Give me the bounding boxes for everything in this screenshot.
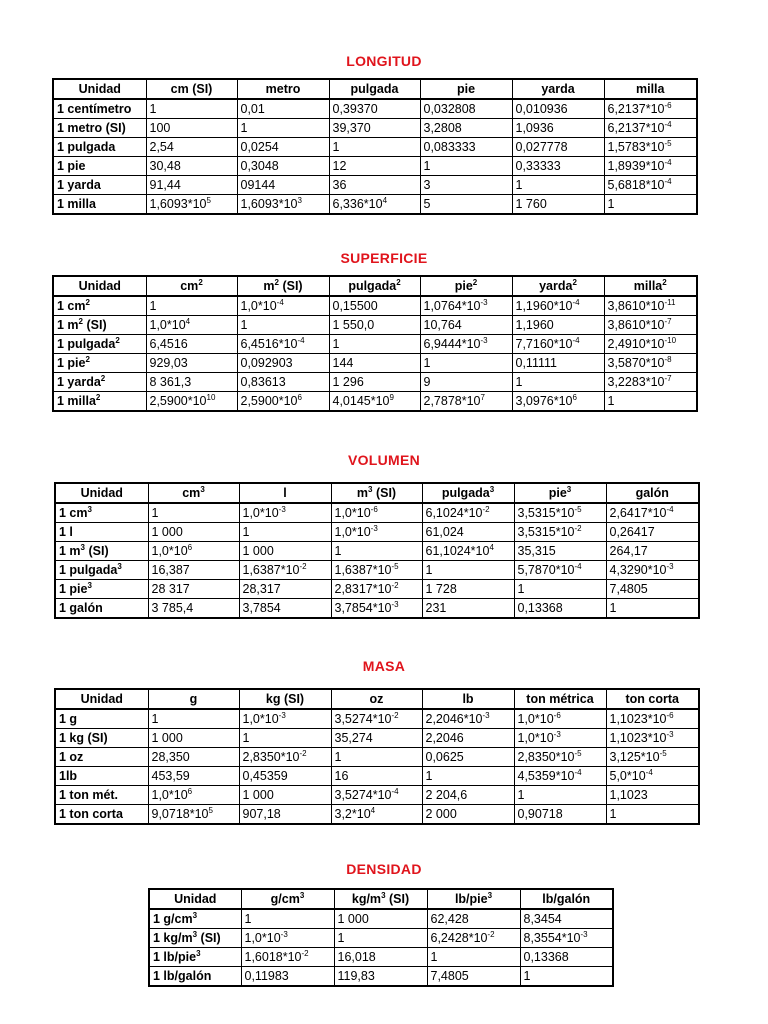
table-cell: $1,6018*10^{-2}$ bbox=[241, 948, 334, 967]
table-cell: $3,8610*10^{-11}$ bbox=[604, 296, 697, 316]
column-header: $m^3$ (SI) bbox=[331, 483, 422, 503]
row-label: 1 pulgada$^2$ bbox=[53, 335, 146, 354]
table-cell: $5,0*10^{-4}$ bbox=[606, 767, 699, 786]
table-cell: 1 bbox=[334, 929, 427, 948]
table-cell: 0,26417 bbox=[606, 523, 699, 542]
table-cell: 35,274 bbox=[331, 729, 422, 748]
row-label: 1 kg (SI) bbox=[55, 729, 148, 748]
table-cell: 3 bbox=[420, 176, 512, 195]
table-cell: $3,0976*10^6$ bbox=[512, 392, 604, 412]
row-label: 1 pie bbox=[53, 157, 146, 176]
column-header: Unidad bbox=[53, 79, 146, 99]
table-cell: 1 760 bbox=[512, 195, 604, 215]
table-cell: $5,6818*10^{-4}$ bbox=[604, 176, 697, 195]
column-header: pie$^2$ bbox=[420, 276, 512, 296]
row-label: 1 pie$^3$ bbox=[55, 580, 148, 599]
table-cell: $8,3554*10^{-3}$ bbox=[520, 929, 613, 948]
table-cell: 907,18 bbox=[239, 805, 331, 825]
table-cell: $6,2137*10^{-4}$ bbox=[604, 119, 697, 138]
column-header: g bbox=[148, 689, 239, 709]
table-row bbox=[55, 805, 699, 825]
masa-header-row bbox=[55, 689, 699, 709]
table-cell: 3,7854 bbox=[239, 599, 331, 619]
table-cell: 1 bbox=[512, 176, 604, 195]
table-cell: 0,3048 bbox=[237, 157, 329, 176]
column-header: $cm^2$ bbox=[146, 276, 237, 296]
table-cell: 1 bbox=[422, 767, 514, 786]
column-header: metro bbox=[237, 79, 329, 99]
table-cell: 1 bbox=[148, 709, 239, 729]
table-cell: 1 bbox=[427, 948, 520, 967]
longitud-table bbox=[52, 78, 698, 215]
column-header: $cm^3$ bbox=[148, 483, 239, 503]
column-header: milla bbox=[604, 79, 697, 99]
volumen-table bbox=[54, 482, 700, 619]
row-label: 1 $m^3$ (SI) bbox=[55, 542, 148, 561]
table-cell: 1,1023 bbox=[606, 786, 699, 805]
longitud-header-row bbox=[53, 79, 697, 99]
table-cell: $1,0764*10^{-3}$ bbox=[420, 296, 512, 316]
table-cell: $1,5783*10^{-5}$ bbox=[604, 138, 697, 157]
table-cell: 0,010936 bbox=[512, 99, 604, 119]
table-cell: 0,092903 bbox=[237, 354, 329, 373]
row-label: 1 galón bbox=[55, 599, 148, 619]
row-label: 1 ton mét. bbox=[55, 786, 148, 805]
table-row bbox=[53, 99, 697, 119]
table-row bbox=[55, 523, 699, 542]
densidad-table bbox=[148, 888, 614, 987]
table-cell: 1 bbox=[420, 354, 512, 373]
table-cell: 1 bbox=[604, 392, 697, 412]
table-row bbox=[149, 948, 613, 967]
table-cell: 8,3454 bbox=[520, 909, 613, 929]
table-cell: $2,7878*10^7$ bbox=[420, 392, 512, 412]
table-cell: $6,9444*10^{-3}$ bbox=[420, 335, 512, 354]
table-row bbox=[55, 786, 699, 805]
table-cell: $1,0*10^{-3}$ bbox=[239, 709, 331, 729]
table-cell: 5 bbox=[420, 195, 512, 215]
table-cell: $1,6387*10^{-2}$ bbox=[239, 561, 331, 580]
row-label: 1 milla$^2$ bbox=[53, 392, 146, 412]
row-label: 1 milla bbox=[53, 195, 146, 215]
row-label: 1 pie$^2$ bbox=[53, 354, 146, 373]
table-row bbox=[53, 157, 697, 176]
column-header: $m^2$ (SI) bbox=[237, 276, 329, 296]
table-cell: 1 bbox=[422, 561, 514, 580]
table-cell: 231 bbox=[422, 599, 514, 619]
table-cell: $2,5900*10^{10}$ bbox=[146, 392, 237, 412]
table-cell: 1 bbox=[606, 599, 699, 619]
column-header: pie bbox=[420, 79, 512, 99]
table-cell: 28,350 bbox=[148, 748, 239, 767]
row-label: 1 pulgada$^3$ bbox=[55, 561, 148, 580]
table-cell: 1 000 bbox=[148, 729, 239, 748]
volumen-header-row bbox=[55, 483, 699, 503]
table-cell: $2,8350*10^{-5}$ bbox=[514, 748, 606, 767]
table-cell: 929,03 bbox=[146, 354, 237, 373]
table-cell: 1 bbox=[331, 748, 422, 767]
table-cell: 1 bbox=[146, 296, 237, 316]
table-row bbox=[53, 392, 697, 412]
column-header: pie$^3$ bbox=[514, 483, 606, 503]
row-label: 1 lb/galón bbox=[149, 967, 241, 987]
column-header: cm (SI) bbox=[146, 79, 237, 99]
table-cell: $1,8939*10^{-4}$ bbox=[604, 157, 697, 176]
masa-table bbox=[54, 688, 700, 825]
table-cell: 264,17 bbox=[606, 542, 699, 561]
table-cell: $3,7854*10^{-3}$ bbox=[331, 599, 422, 619]
column-header: ton corta bbox=[606, 689, 699, 709]
table-cell: $4,5359*10^{-4}$ bbox=[514, 767, 606, 786]
table-cell: $2,5900*10^6$ bbox=[237, 392, 329, 412]
table-cell: 36 bbox=[329, 176, 420, 195]
row-label: 1 $cm^2$ bbox=[53, 296, 146, 316]
superficie-header-row bbox=[53, 276, 697, 296]
table-cell: 0,83613 bbox=[237, 373, 329, 392]
table-cell: $1,0*10^4$ bbox=[146, 316, 237, 335]
table-row bbox=[55, 709, 699, 729]
table-cell: 0,90718 bbox=[514, 805, 606, 825]
table-row bbox=[149, 967, 613, 987]
table-cell: $1,0*10^{-6}$ bbox=[514, 709, 606, 729]
table-row bbox=[53, 316, 697, 335]
column-header: lb bbox=[422, 689, 514, 709]
table-cell: 28 317 bbox=[148, 580, 239, 599]
table-cell: $61,1024*10^4$ bbox=[422, 542, 514, 561]
table-cell: 2 204,6 bbox=[422, 786, 514, 805]
table-cell: 1 728 bbox=[422, 580, 514, 599]
table-cell: $6,1024*10^{-2}$ bbox=[422, 503, 514, 523]
table-cell: 8 361,3 bbox=[146, 373, 237, 392]
column-header: lb/galón bbox=[520, 889, 613, 909]
column-header: Unidad bbox=[149, 889, 241, 909]
table-cell: 0,01 bbox=[237, 99, 329, 119]
table-cell: 6,4516 bbox=[146, 335, 237, 354]
table-cell: 453,59 bbox=[148, 767, 239, 786]
table-cell: 1 000 bbox=[239, 786, 331, 805]
table-row bbox=[55, 580, 699, 599]
table-cell: 1 bbox=[606, 805, 699, 825]
column-header: Unidad bbox=[53, 276, 146, 296]
table-cell: 1 550,0 bbox=[329, 316, 420, 335]
row-label: 1 ton corta bbox=[55, 805, 148, 825]
table-cell: 16,387 bbox=[148, 561, 239, 580]
table-row bbox=[55, 729, 699, 748]
table-cell: 7,4805 bbox=[427, 967, 520, 987]
superficie-title: SUPERFICIE bbox=[340, 250, 428, 266]
column-header: milla$^2$ bbox=[604, 276, 697, 296]
table-cell: 62,428 bbox=[427, 909, 520, 929]
table-row bbox=[53, 176, 697, 195]
table-cell: $2,8317*10^{-2}$ bbox=[331, 580, 422, 599]
table-cell: $1,0*10^6$ bbox=[148, 542, 239, 561]
table-cell: 28,317 bbox=[239, 580, 331, 599]
superficie-table bbox=[52, 275, 698, 412]
table-cell: 7,4805 bbox=[606, 580, 699, 599]
table-row bbox=[149, 929, 613, 948]
column-header: yarda$^2$ bbox=[512, 276, 604, 296]
table-cell: 3 785,4 bbox=[148, 599, 239, 619]
column-header: oz bbox=[331, 689, 422, 709]
table-cell: $3,5870*10^{-8}$ bbox=[604, 354, 697, 373]
row-label: 1 oz bbox=[55, 748, 148, 767]
table-cell: 12 bbox=[329, 157, 420, 176]
table-row bbox=[55, 767, 699, 786]
table-cell: $3,5274*10^{-4}$ bbox=[331, 786, 422, 805]
table-cell: 1 bbox=[514, 786, 606, 805]
table-cell: 1 bbox=[237, 119, 329, 138]
table-cell: 2 000 bbox=[422, 805, 514, 825]
row-label: 1 yarda bbox=[53, 176, 146, 195]
table-cell: 1 bbox=[237, 316, 329, 335]
densidad-header-row bbox=[149, 889, 613, 909]
table-cell: 61,024 bbox=[422, 523, 514, 542]
longitud-title: LONGITUD bbox=[346, 53, 422, 69]
table-cell: 0,083333 bbox=[420, 138, 512, 157]
table-cell: $1,0*10^{-6}$ bbox=[331, 503, 422, 523]
row-label: 1lb bbox=[55, 767, 148, 786]
table-cell: $6,2137*10^{-6}$ bbox=[604, 99, 697, 119]
table-cell: 1 bbox=[239, 523, 331, 542]
row-label: 1 pulgada bbox=[53, 138, 146, 157]
table-cell: $2,4910*10^{-10}$ bbox=[604, 335, 697, 354]
table-cell: 1 000 bbox=[148, 523, 239, 542]
column-header: pulgada$^2$ bbox=[329, 276, 420, 296]
table-cell: 35,315 bbox=[514, 542, 606, 561]
table-row bbox=[55, 748, 699, 767]
table-cell: $3,5315*10^{-2}$ bbox=[514, 523, 606, 542]
table-cell: $3,8610*10^{-7}$ bbox=[604, 316, 697, 335]
table-cell: 0,11111 bbox=[512, 354, 604, 373]
table-cell: $3,2283*10^{-7}$ bbox=[604, 373, 697, 392]
table-cell: 0,0254 bbox=[237, 138, 329, 157]
table-cell: $1,1960*10^{-4}$ bbox=[512, 296, 604, 316]
column-header: ton métrica bbox=[514, 689, 606, 709]
table-cell: $3,2*10^4$ bbox=[331, 805, 422, 825]
table-cell: 1 bbox=[329, 335, 420, 354]
table-cell: 0,33333 bbox=[512, 157, 604, 176]
table-cell: $6,4516*10^{-4}$ bbox=[237, 335, 329, 354]
column-header: pulgada bbox=[329, 79, 420, 99]
column-header: Unidad bbox=[55, 483, 148, 503]
table-cell: 1,0936 bbox=[512, 119, 604, 138]
volumen-title: VOLUMEN bbox=[347, 452, 421, 468]
table-cell: 1 bbox=[331, 542, 422, 561]
column-header: yarda bbox=[512, 79, 604, 99]
table-cell: 1 bbox=[239, 729, 331, 748]
table-cell: 0,39370 bbox=[329, 99, 420, 119]
table-cell: $1,6093*10^3$ bbox=[237, 195, 329, 215]
row-label: 1 centímetro bbox=[53, 99, 146, 119]
table-cell: 1,1960 bbox=[512, 316, 604, 335]
table-row bbox=[55, 561, 699, 580]
table-cell: $4,3290*10^{-3}$ bbox=[606, 561, 699, 580]
table-cell: 1 bbox=[512, 373, 604, 392]
row-label: 1 $m^2$ (SI) bbox=[53, 316, 146, 335]
table-row bbox=[53, 296, 697, 316]
table-cell: $1,1023*10^{-6}$ bbox=[606, 709, 699, 729]
row-label: 1 lb/pie$^3$ bbox=[149, 948, 241, 967]
column-header: $g/cm^3$ bbox=[241, 889, 334, 909]
table-cell: 2,54 bbox=[146, 138, 237, 157]
table-cell: $3,125*10^{-5}$ bbox=[606, 748, 699, 767]
row-label: 1 yarda$^2$ bbox=[53, 373, 146, 392]
table-cell: $6,2428*10^{-2}$ bbox=[427, 929, 520, 948]
table-cell: 1 000 bbox=[334, 909, 427, 929]
table-cell: 1 bbox=[520, 967, 613, 987]
column-header: galón bbox=[606, 483, 699, 503]
table-cell: 09144 bbox=[237, 176, 329, 195]
table-cell: $2,2046*10^{-3}$ bbox=[422, 709, 514, 729]
table-cell: 1 bbox=[604, 195, 697, 215]
row-label: 1 g bbox=[55, 709, 148, 729]
table-cell: 3,2808 bbox=[420, 119, 512, 138]
table-cell: $1,6387*10^{-5}$ bbox=[331, 561, 422, 580]
table-cell: 1 000 bbox=[239, 542, 331, 561]
column-header: l bbox=[239, 483, 331, 503]
table-cell: 1 bbox=[514, 580, 606, 599]
column-header: lb/pie$^3$ bbox=[427, 889, 520, 909]
table-cell: 0,0625 bbox=[422, 748, 514, 767]
row-label: 1 $g/cm^3$ bbox=[149, 909, 241, 929]
table-cell: $1,0*10^{-3}$ bbox=[239, 503, 331, 523]
table-cell: $1,1023*10^{-3}$ bbox=[606, 729, 699, 748]
table-row bbox=[53, 373, 697, 392]
table-cell: 9 bbox=[420, 373, 512, 392]
table-cell: 10,764 bbox=[420, 316, 512, 335]
table-row bbox=[53, 119, 697, 138]
table-cell: 0,13368 bbox=[520, 948, 613, 967]
table-cell: 39,370 bbox=[329, 119, 420, 138]
table-row bbox=[53, 138, 697, 157]
table-row bbox=[53, 335, 697, 354]
table-cell: $5,7870*10^{-4}$ bbox=[514, 561, 606, 580]
table-cell: $6,336*10^4$ bbox=[329, 195, 420, 215]
table-cell: 91,44 bbox=[146, 176, 237, 195]
table-cell: 0,11983 bbox=[241, 967, 334, 987]
row-label: 1 $kg/m^3$ (SI) bbox=[149, 929, 241, 948]
table-cell: $1,6093*10^5$ bbox=[146, 195, 237, 215]
column-header: Unidad bbox=[55, 689, 148, 709]
table-cell: 30,48 bbox=[146, 157, 237, 176]
table-cell: $1,0*10^6$ bbox=[148, 786, 239, 805]
column-header: pulgada$^3$ bbox=[422, 483, 514, 503]
table-row bbox=[55, 503, 699, 523]
table-cell: 2,2046 bbox=[422, 729, 514, 748]
table-cell: 1 296 bbox=[329, 373, 420, 392]
row-label: 1 l bbox=[55, 523, 148, 542]
table-cell: 16 bbox=[331, 767, 422, 786]
table-cell: 1 bbox=[148, 503, 239, 523]
table-row bbox=[53, 195, 697, 215]
row-label: 1 $cm^3$ bbox=[55, 503, 148, 523]
table-cell: 1 bbox=[420, 157, 512, 176]
table-cell: $3,5315*10^{-5}$ bbox=[514, 503, 606, 523]
table-cell: 100 bbox=[146, 119, 237, 138]
column-header: $kg/m^3$ (SI) bbox=[334, 889, 427, 909]
table-cell: $1,0*10^{-3}$ bbox=[331, 523, 422, 542]
table-cell: 16,018 bbox=[334, 948, 427, 967]
table-cell: 0,15500 bbox=[329, 296, 420, 316]
table-cell: $2,8350*10^{-2}$ bbox=[239, 748, 331, 767]
table-cell: 1 bbox=[146, 99, 237, 119]
table-row bbox=[149, 909, 613, 929]
table-cell: $9,0718*10^5$ bbox=[148, 805, 239, 825]
densidad-title: DENSIDAD bbox=[346, 861, 422, 877]
table-cell: 0,45359 bbox=[239, 767, 331, 786]
table-cell: $3,5274*10^{-2}$ bbox=[331, 709, 422, 729]
masa-title: MASA bbox=[362, 658, 406, 674]
table-row bbox=[55, 542, 699, 561]
table-cell: 119,83 bbox=[334, 967, 427, 987]
row-label: 1 metro (SI) bbox=[53, 119, 146, 138]
table-cell: $1,0*10^{-3}$ bbox=[514, 729, 606, 748]
table-cell: 0,13368 bbox=[514, 599, 606, 619]
table-cell: 0,032808 bbox=[420, 99, 512, 119]
table-cell: 1 bbox=[241, 909, 334, 929]
table-cell: 0,027778 bbox=[512, 138, 604, 157]
table-cell: $4,0145*10^9$ bbox=[329, 392, 420, 412]
column-header: kg (SI) bbox=[239, 689, 331, 709]
table-cell: 1 bbox=[329, 138, 420, 157]
table-cell: $7,7160*10^{-4}$ bbox=[512, 335, 604, 354]
table-row bbox=[55, 599, 699, 619]
table-cell: $1,0*10^{-3}$ bbox=[241, 929, 334, 948]
table-row bbox=[53, 354, 697, 373]
table-cell: 144 bbox=[329, 354, 420, 373]
table-cell: $2,6417*10^{-4}$ bbox=[606, 503, 699, 523]
table-cell: $1,0*10^{-4}$ bbox=[237, 296, 329, 316]
